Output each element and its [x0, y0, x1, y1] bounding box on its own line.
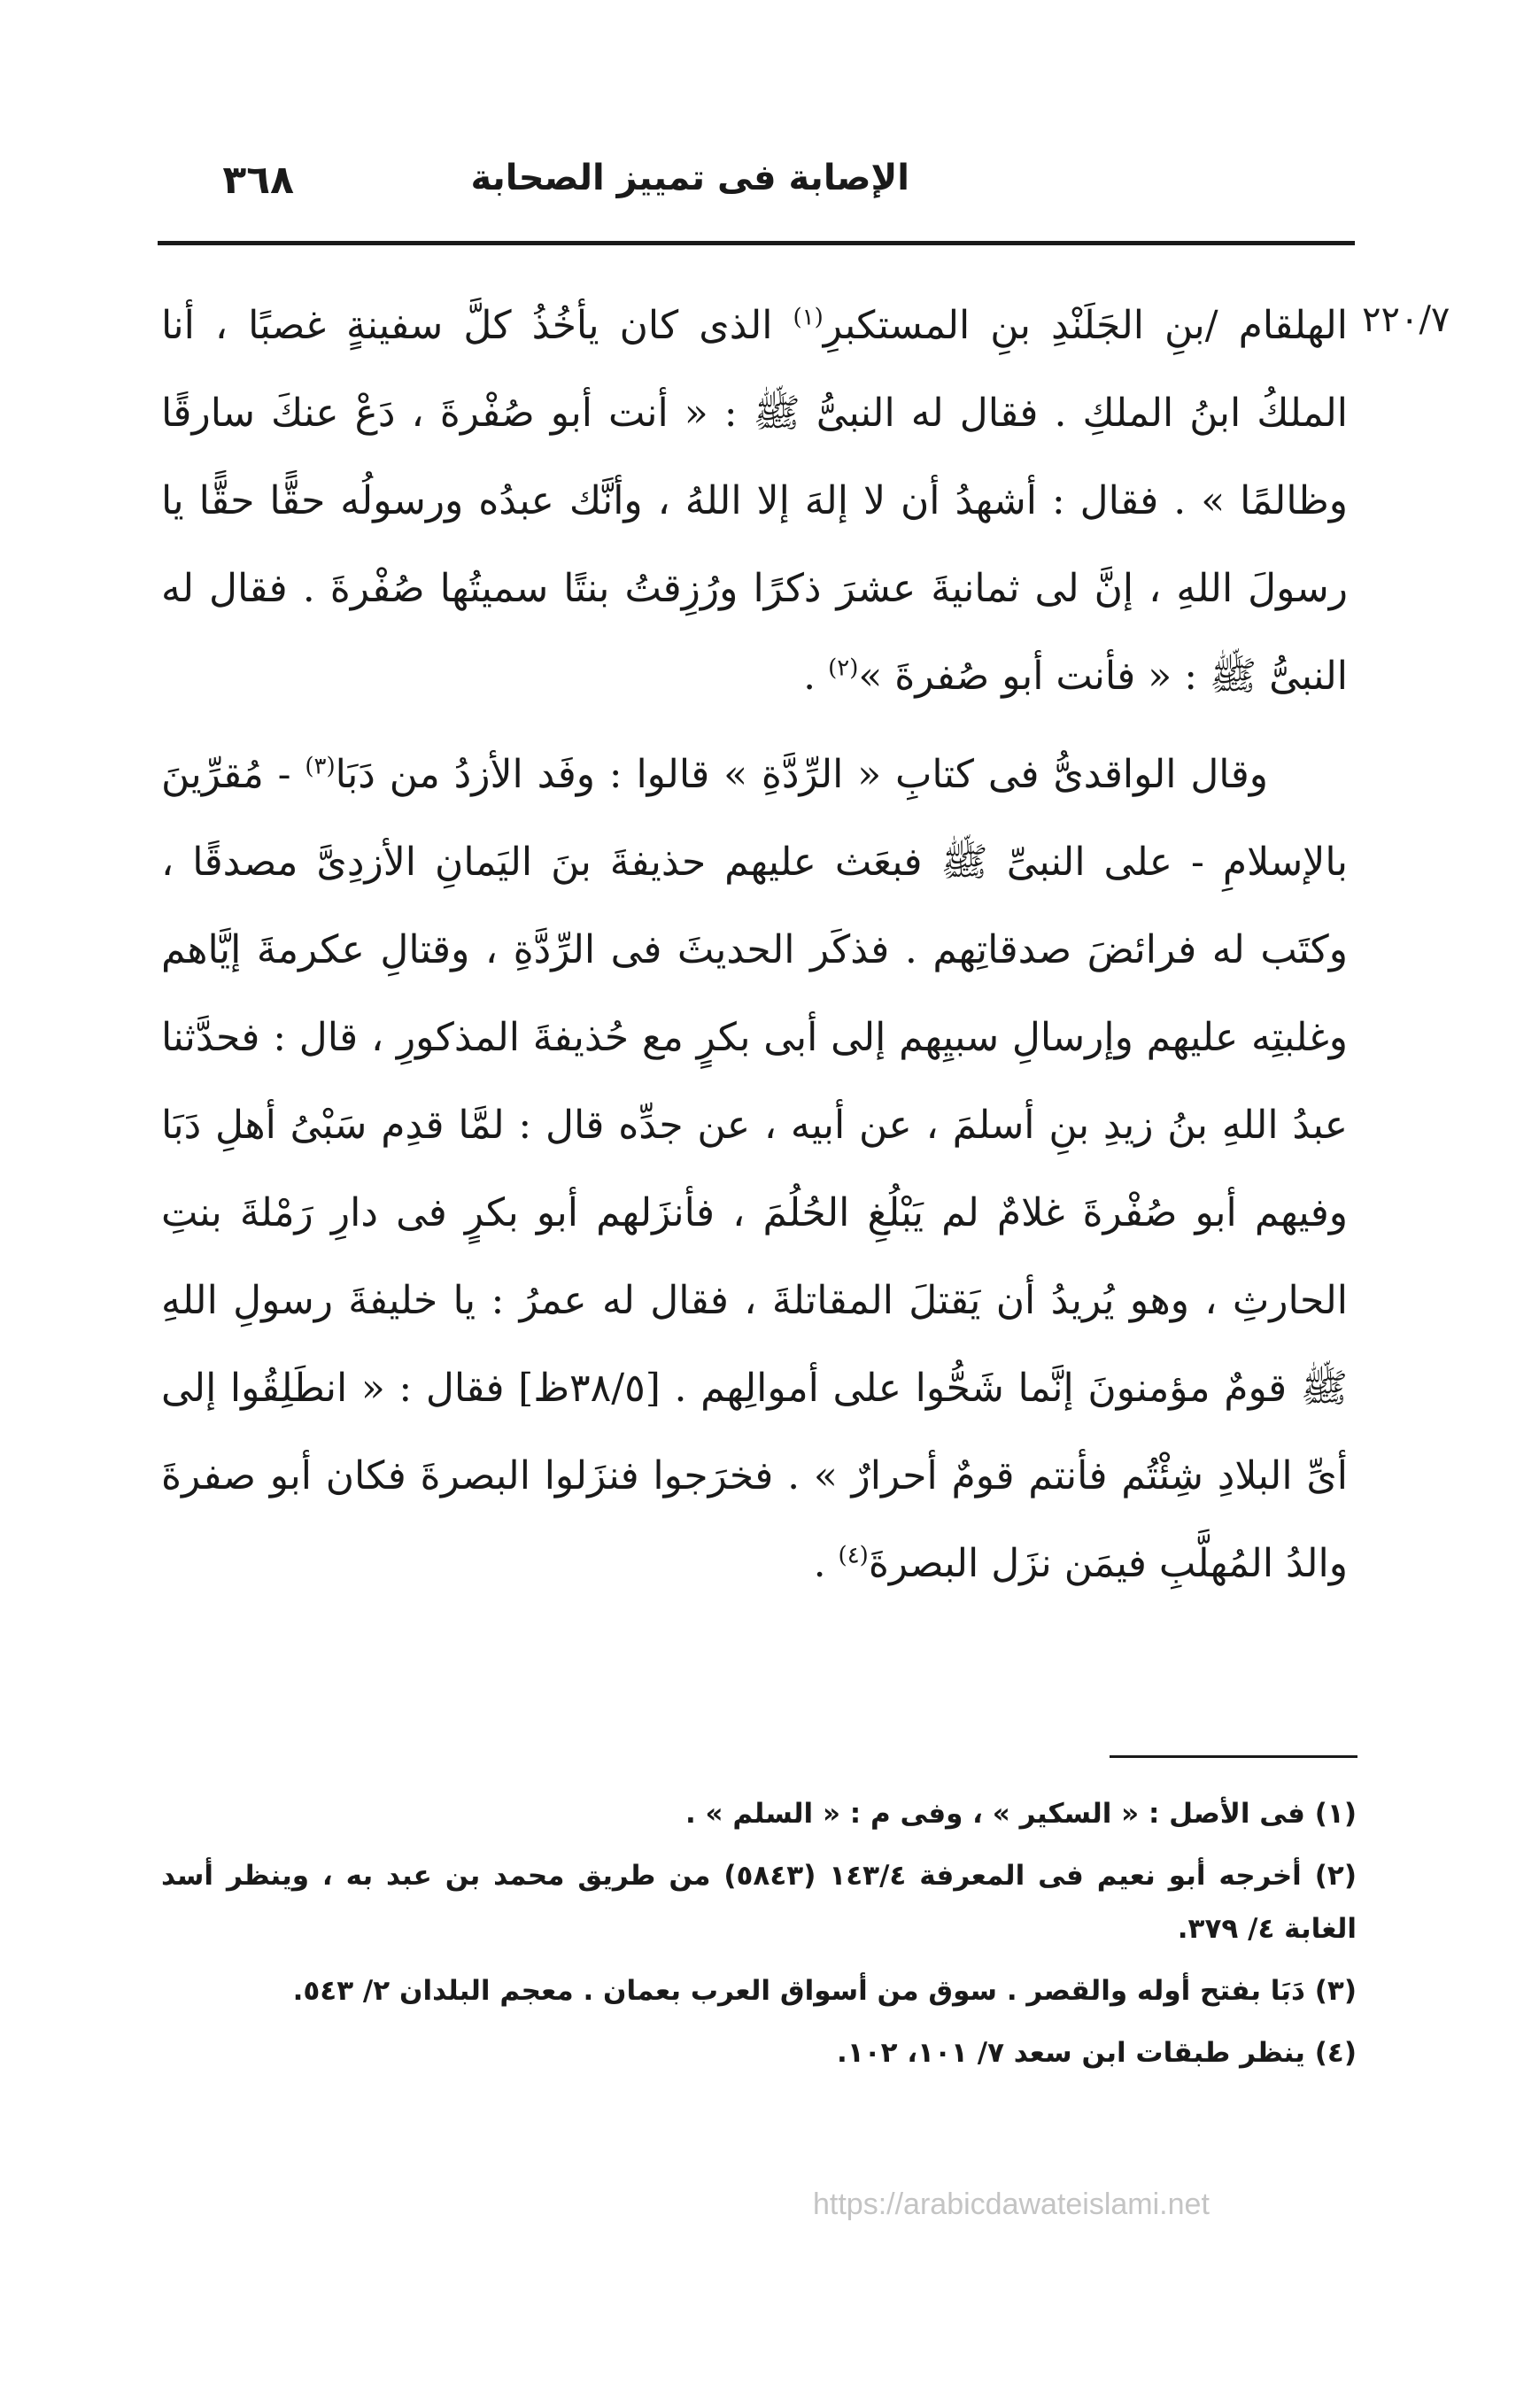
header-rule — [158, 241, 1355, 245]
footnote-4: (٤) ينظر طبقات ابن سعد ٧/ ١٠١، ١٠٢. — [837, 2037, 1357, 2069]
paragraph-1-end: . — [803, 654, 829, 699]
margin-reference: ٢٢٠/٧ — [1362, 299, 1450, 340]
paragraph-2-text-a: وقال الواقدىُّ فى كتابِ « الرِّدَّةِ » قالوا : وفَد الأزدُ من دَبَا — [335, 752, 1268, 797]
footnote-ref-2[interactable]: (٢) — [828, 654, 859, 682]
footnote-ref-3[interactable]: (٣) — [305, 753, 336, 780]
footnote-ref-4[interactable]: (٤) — [838, 1542, 869, 1569]
paragraph-2-text-b: - مُقرِّينَ بالإسلامِ - على النبىِّ ﷺ فبعَث عليهم حذيفةَ بنَ اليَمانِ الأزدِىَّ مصدقًا ، وكتَب له فرائضَ صدقاتِهم . فذكَر الحديثَ فى الرِّدَّةِ ، وقتالِ عكرمةَ إيَّاهم وغلبتِه عليهم وإرسالِ سبيِهم إلى أبى بكرٍ مع حُذيفةَ المذكورِ ، قال : فحدَّثنا عبدُ اللهِ بنُ زيدِ بنِ أسلمَ ، عن أبيه ، عن جدِّه قال : لمَّا قدِم سَبْىُ أهلِ دَبَا وفيهم أبو صُفْرةَ غلامٌ لم يَبْلُغِ الحُلُمَ ، فأنزَلهم أبو بكرٍ فى دارِ رَمْلةَ بنتِ الحارثِ ، وهو يُريدُ أن يَقتلَ المقاتلةَ ، فقال له عمرُ : يا خليفةَ رسولِ اللهِ ﷺ قومٌ مؤمنونَ إنَّما شَحُّوا على أموالِهم . [٣٨/٥ظ] فقال : « انطَلِقُوا إلى أىِّ البلادِ شِئْتُم فأنتم قومٌ أحرارٌ » . فخرَجوا فنزَلوا البصرةَ فكان أبو صفرةَ والدُ المُهلَّبِ فيمَن نزَل البصرةَ — [161, 752, 1348, 1586]
main-text — [161, 282, 1348, 1607]
page-number: ٣٦٨ — [222, 158, 294, 203]
paragraph-2 — [161, 731, 1348, 1607]
footnote-2: (٢) أخرجه أبو نعيم فى المعرفة ١٤٣/٤ (٥٨٤٣) من طريق محمد بن عبد به ، وينظر أسد الغابة ٤/ ٣٧٩. — [161, 1860, 1357, 1945]
footnote-rule — [1110, 1755, 1357, 1758]
paragraph-1 — [161, 282, 1348, 720]
running-header-title: الإصابة فى تمييز الصحابة — [470, 158, 909, 198]
footnote-ref-1[interactable]: (١) — [793, 304, 824, 331]
paragraph-1-text-a: الهلقام /بنِ الجَلَنْدِ بنِ المستكبرِ — [823, 303, 1348, 348]
footnote-1: (١) فى الأصل : « السكير » ، وفى م : « السلم » . — [685, 1798, 1357, 1830]
footnotes — [161, 1787, 1357, 2088]
paragraph-2-end: . — [813, 1541, 839, 1586]
footnote-3: (٣) دَبَا بفتح أوله والقصر . سوق من أسواق العرب بعمان . معجم البلدان ٢/ ٥٤٣. — [292, 1975, 1357, 2007]
watermark-url: https://arabicdawateislami.net — [813, 2187, 1210, 2221]
paragraph-1-text-b: الذى كان يأخُذُ كلَّ سفينةٍ غصبًا ، أنا الملكُ ابنُ الملكِ . فقال له النبىُّ ﷺ : « أنت أبو صُفْرةَ ، دَعْ عنكَ سارقًا وظالمًا » . فقال : أشهدُ أن لا إلهَ إلا اللهُ ، وأنَّك عبدُه ورسولُه حقًّا حقًّا يا رسولَ اللهِ ، إنَّ لى ثمانيةَ عشرَ ذكرًا ورُزِقتُ بنتًا سميتُها صُفْرةَ . فقال له النبىُّ ﷺ : « فأنت أبو صُفرةَ » — [161, 303, 1348, 699]
